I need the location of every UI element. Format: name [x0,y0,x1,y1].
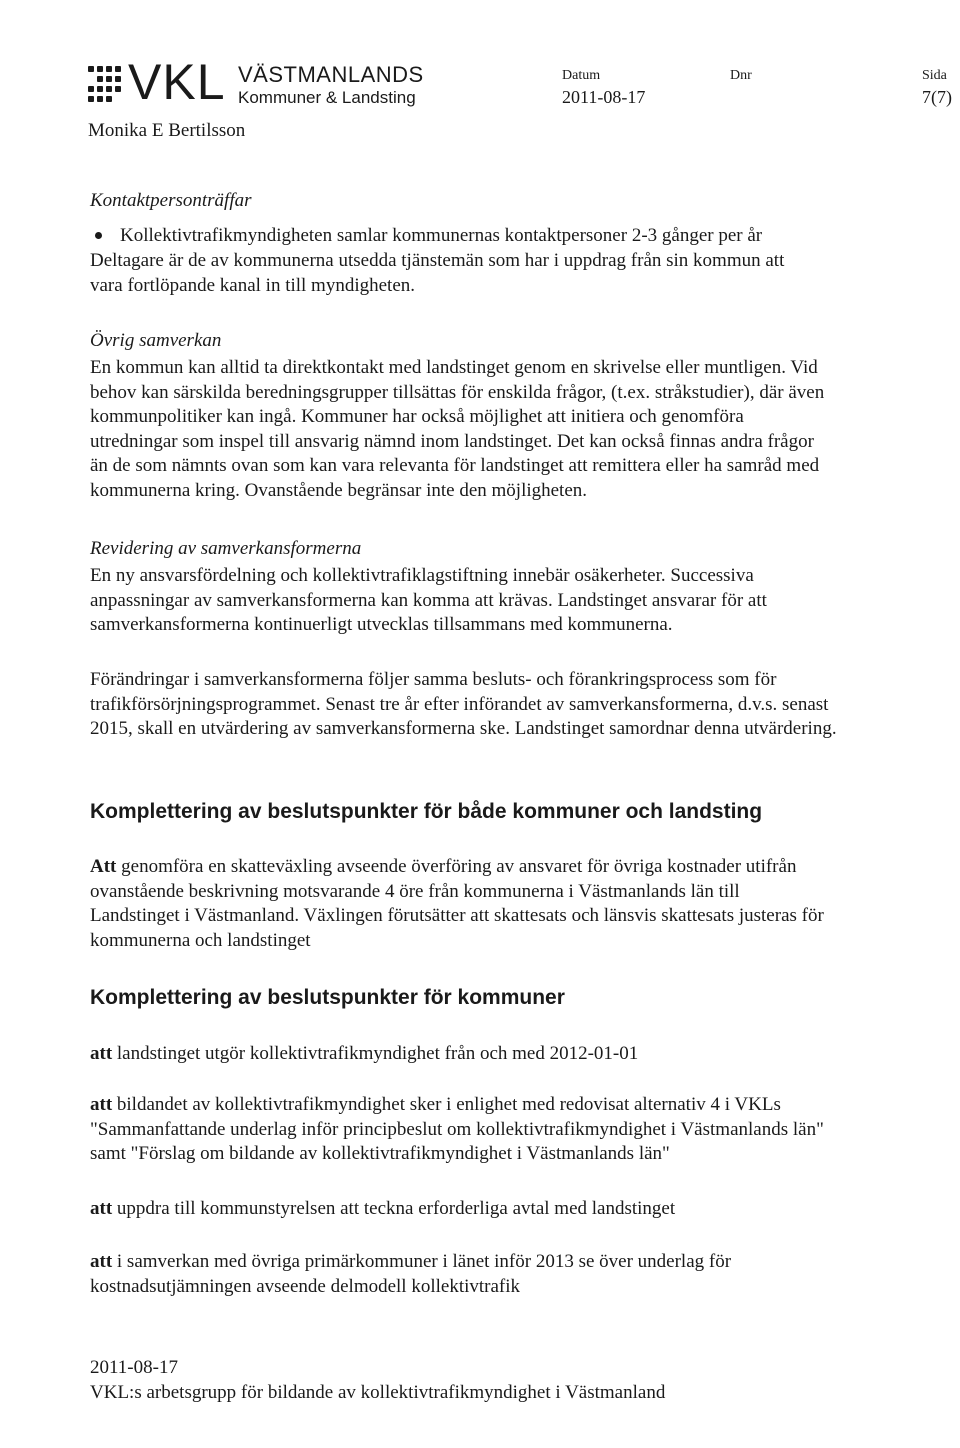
logo-org-name: VÄSTMANLANDS [238,62,424,87]
decision-item-1 [90,1042,950,1067]
date-label: Datum [562,68,601,83]
bullet-icon [95,232,102,239]
logo-org-sub: Kommuner & Landsting [238,88,416,107]
logo-mark: VKL [128,54,226,110]
decision-lead: att [90,1043,113,1064]
decision-text: landstinget utgör kollektivtrafikmyndighet från och med 2012-01-01 [112,1043,639,1064]
section-title-revidering: Revidering av samverkansformerna [90,538,362,559]
decision-lead: Att [90,856,117,877]
date-value: 2011-08-17 [562,87,646,107]
decision-text: bildandet av kollektivtrafikmyndighet sker i enlighet med redovisat alternativ 4 i VKLs "Sammanfattande underlag inför principbeslut om kollektivtrafikmyndighet i Västmanlands län" samt "Förslag om bildande av kollektivtrafikmyndighet i Västmanlands län" [90,1094,824,1164]
decision-lead: att [90,1198,113,1219]
author-name: Monika E Bertilsson [88,120,246,141]
decision-item-3 [90,1197,950,1222]
revidering-text-1: En ny ansvarsfördelning och kollektivtrafiklagstiftning innebär osäkerheter. Successiva anpassningar av samverkansformerna kan komma att krävas. Landstinget ansvarar för att samverkansformerna kontinuerligt utvecklas tillsammans med kommunerna. [90,565,767,635]
decision-text: i samverkan med övriga primärkommuner i länet inför 2013 se över underlag för kostnadsutjämningen avseende delmodell kollektivtrafik [90,1251,732,1297]
komplettering-both-text [90,855,950,953]
revidering-text-2: Förändringar i samverkansformerna följer samma besluts- och förankringsprocess som för trafikförsörjningsprogrammet. Senast tre år efter införandet av samverkansformerna, d.v.s. senast 2015, skall en utvärdering av samverkansformerna ske. Landstinget samordnar denna utvärdering. [90,669,837,739]
page-number: 7(7) [922,87,952,107]
decision-text: genomföra en skatteväxling avseende överföring av ansvaret för övriga kostnader utifrån ovanstående beskrivning motsvarande 4 öre från kommunerna i Västmanlands län till Landstinget i Västmanland. Växlingen förutsätter att skattesats och länsvis skattesats justeras för kommunerna och landstinget [90,856,824,951]
decision-item-4 [90,1250,950,1299]
section-title-kontakt: Kontaktpersonträffar [90,190,252,211]
kontakt-bullet: Kollektivtrafikmyndigheten samlar kommunernas kontaktpersoner 2-3 gånger per år [120,225,763,246]
decision-item-2 [90,1093,955,1167]
section-title-ovrig: Övrig samverkan [90,330,222,351]
ovrig-text: En kommun kan alltid ta direktkontakt med landstinget genom en skrivelse eller muntligen. Vid behov kan särskilda beredningsgrupper tillsättas för enskilda frågor, (t.ex. stråkstudier), där även kommunpolitiker kan ingå. Kommuner har också möjlighet att initiera och genomföra utredningar som inspel till ansvarig nämnd inom landstinget. Det kan också finnas andra frågor än de som nämnts ovan som kan vara relevanta för landstinget att remittera eller ha samråd med kommunerna kring. Ovanstående begränsar inte den möjligheten. [90,357,825,501]
decision-lead: att [90,1251,113,1272]
logo-dots-icon [88,62,126,110]
vkl-logo [88,54,428,116]
kontakt-text: Deltagare är de av kommunerna utsedda tjänstemän som har i uppdrag från sin kommun att vara fortlöpande kanal in till myndigheten. [90,250,785,296]
decision-text: uppdra till kommunstyrelsen att teckna erforderliga avtal med landstinget [112,1198,676,1219]
page-label: Sida [922,68,947,83]
dnr-label: Dnr [730,68,752,83]
footer-date: 2011-08-17 [90,1357,178,1378]
decision-lead: att [90,1094,113,1115]
heading-komplettering-kommuner: Komplettering av beslutspunkter för kommuner [90,986,565,1009]
footer-text: VKL:s arbetsgrupp för bildande av kollektivtrafikmyndighet i Västmanland [90,1382,666,1403]
heading-komplettering-both: Komplettering av beslutspunkter för både kommuner och landsting [90,800,763,823]
